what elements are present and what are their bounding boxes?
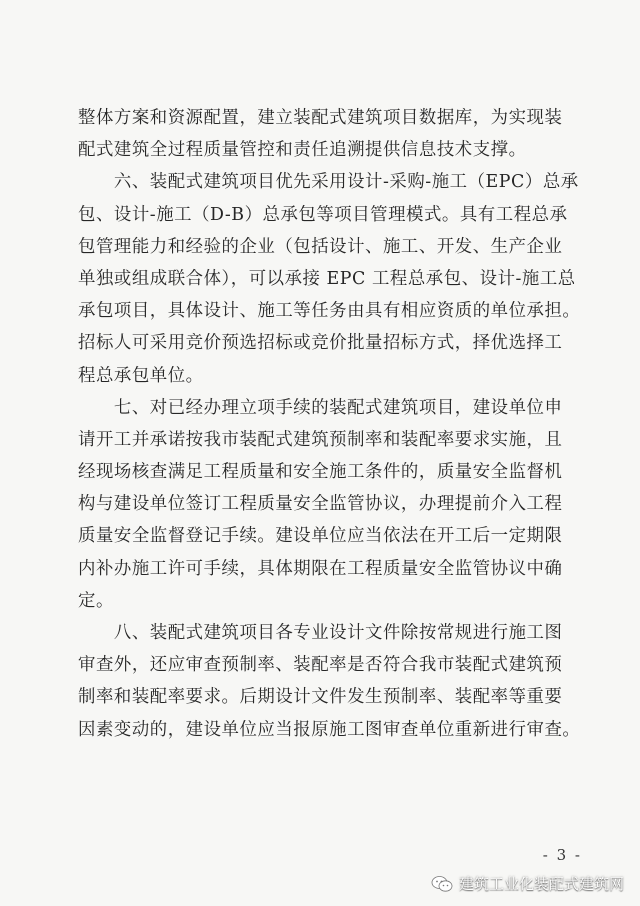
text-line: 包、设计-施工（D-B）总承包等项目管理模式。具有工程总承 [78, 204, 568, 225]
text-line: 包管理能力和经验的企业（包括设计、施工、开发、生产企业 [78, 236, 563, 257]
text-line: 承包项目，具体设计、施工等任务由具有相应资质的单位承担。 [78, 301, 581, 322]
wechat-icon [431, 875, 453, 893]
text-line: 六、装配式建筑项目优先采用设计-采购-施工（EPC）总承 [78, 172, 579, 193]
text-line: 内补办施工许可手续，具体期限在工程质量安全监管协议中确 [78, 558, 563, 579]
text-line: 八、装配式建筑项目各专业设计文件除按常规进行施工图 [78, 623, 563, 643]
text-line: 招标人可采用竞价预选招标或竞价批量招标方式，择优选择工 [78, 333, 563, 354]
text-line: 程总承包单位。 [78, 365, 204, 386]
text-line: 配式建筑全过程质量管控和责任追溯提供信息技术支撑。 [78, 140, 527, 161]
text-line: 请开工并承诺按我市装配式建筑预制率和装配率要求实施，且 [78, 429, 563, 450]
text-line: 审查外，还应审查预制率、装配率是否符合我市装配式建筑预 [78, 655, 563, 676]
text-line: 构与建设单位签订工程质量安全监管协议，办理提前介入工程 [78, 494, 563, 515]
text-line: 整体方案和资源配置，建立装配式建筑项目数据库，为实现装 [78, 108, 563, 128]
text-line: 经现场核查满足工程质量和安全施工条件的，质量安全监督机 [78, 462, 563, 483]
text-line: 质量安全监督登记手续。建设单位应当依法在开工后一定期限 [78, 526, 563, 547]
page-number: - 3 - [542, 846, 582, 864]
text-line: 因素变动的，建设单位应当报原施工图审查单位重新进行审查。 [78, 719, 581, 740]
text-line: 制率和装配率要求。后期设计文件发生预制率、装配率等重要 [78, 687, 563, 708]
text-line: 七、对已经办理立项手续的装配式建筑项目，建设单位申 [78, 397, 563, 418]
watermark [431, 873, 624, 894]
text-line: 单独或组成联合体），可以承接 EPC 工程总承包、设计-施工总 [78, 268, 576, 289]
text-line: 定。 [78, 590, 114, 611]
document-body [78, 102, 581, 746]
watermark-text: 建筑工业化装配式建筑网 [458, 875, 624, 893]
